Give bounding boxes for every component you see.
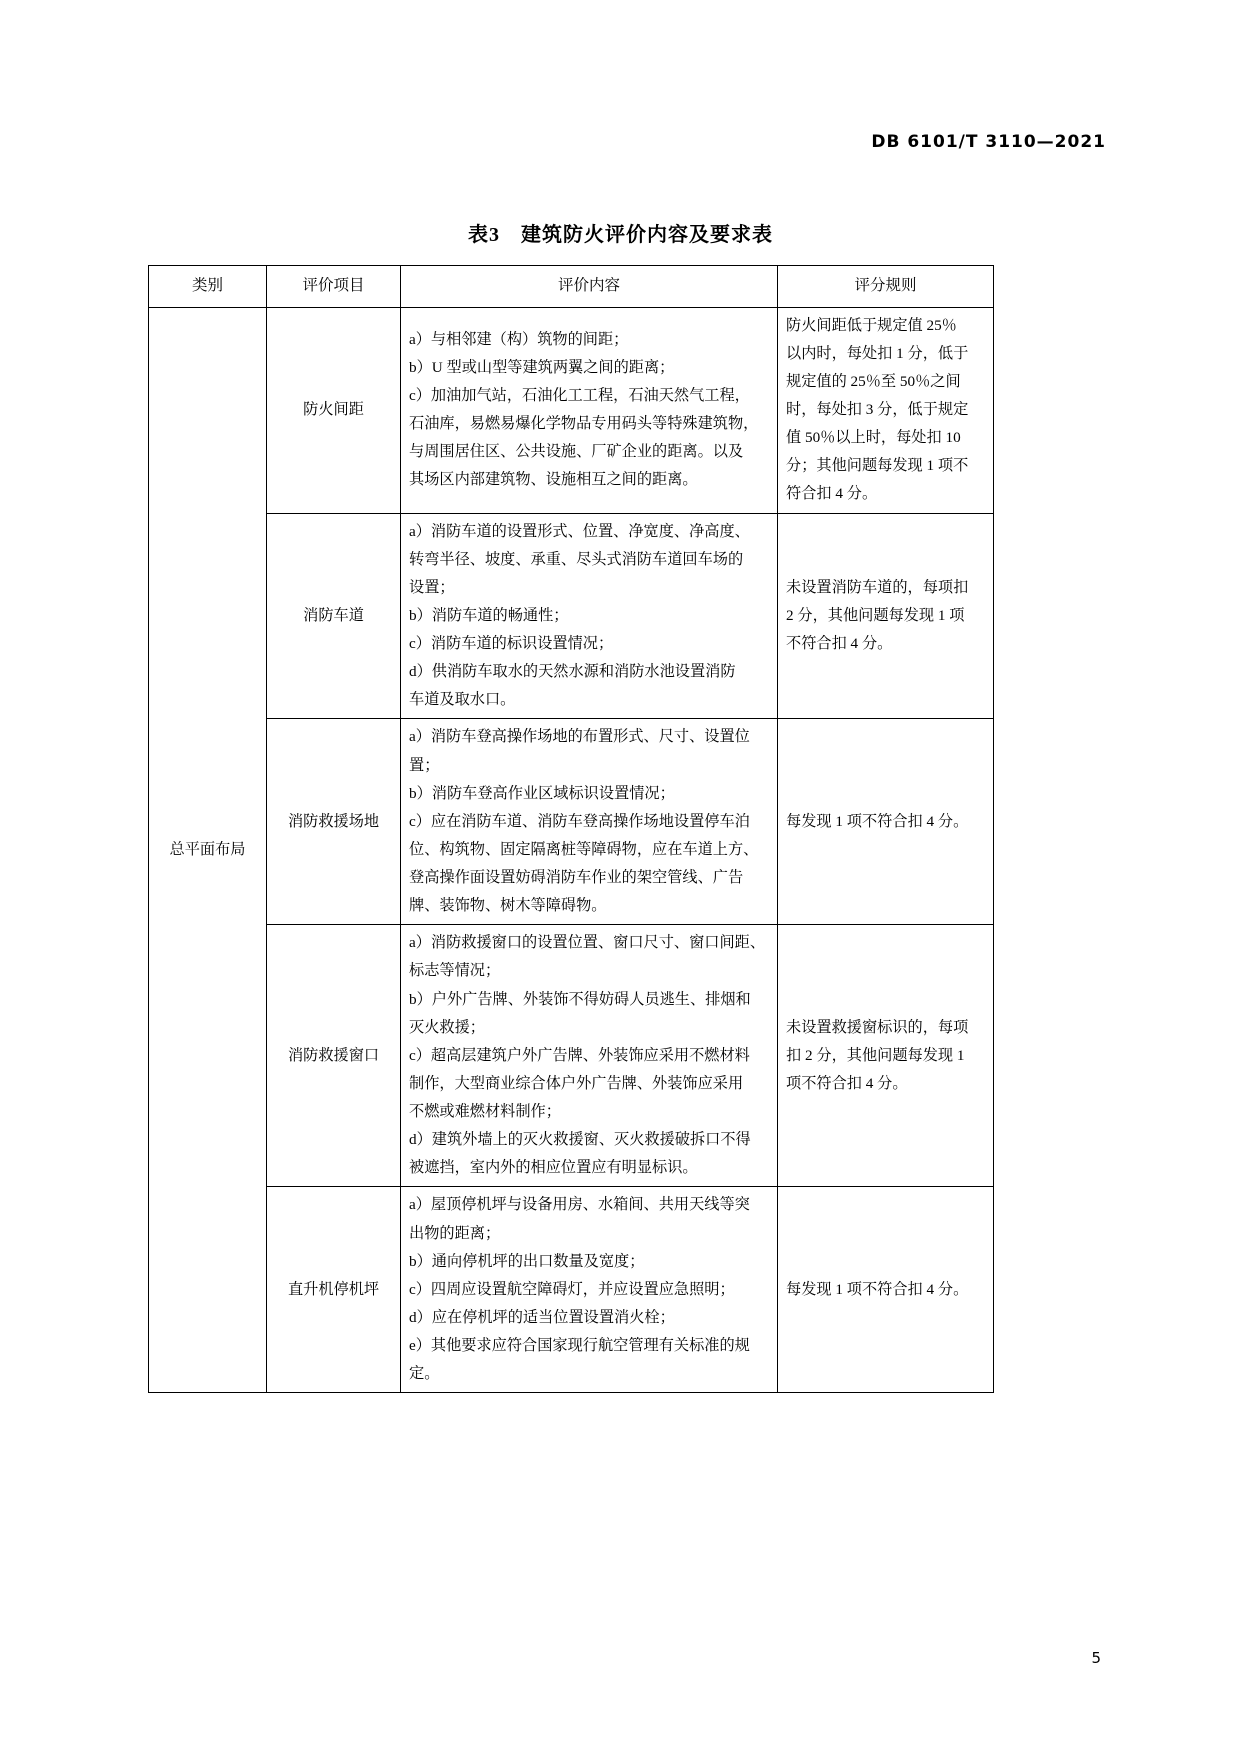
content-line: a）消防救援窗口的设置位置、窗口尺寸、窗口间距、 — [409, 934, 766, 952]
content-line: 位、构筑物、固定隔离桩等障碍物，应在车道上方、 — [409, 840, 759, 858]
column-header-category: 类别 — [149, 266, 267, 308]
content-cell — [401, 307, 778, 513]
content-line: c）加油加气站，石油化工工程，石油天然气工程， — [409, 386, 750, 404]
rule-cell — [778, 513, 994, 719]
evaluation-table — [148, 265, 994, 1393]
rule-line: 未设置救援窗标识的，每项 — [786, 1018, 969, 1036]
rule-cell — [778, 307, 994, 513]
table-row — [149, 307, 994, 513]
content-line: b）户外广告牌、外装饰不得妨碍人员逃生、排烟和 — [409, 990, 751, 1008]
content-line: 其场区内部建筑物、设施相互之间的距离。 — [409, 471, 698, 489]
rule-line: 规定值的 25％至 50％之间 — [786, 372, 961, 390]
content-line: a）屋顶停机坪与设备用房、水箱间、共用天线等突 — [409, 1196, 750, 1214]
content-line: a）消防车道的设置形式、位置、净宽度、净高度、 — [409, 522, 750, 540]
content-line: d）应在停机坪的适当位置设置消火栓； — [409, 1308, 675, 1326]
category-cell: 总平面布局 — [149, 307, 267, 1393]
table-row — [149, 513, 994, 719]
rule-line: 以内时，每处扣 1 分，低于 — [786, 344, 969, 362]
content-line: d）供消防车取水的天然水源和消防水池设置消防 — [409, 663, 736, 681]
column-header-rule: 评分规则 — [778, 266, 994, 308]
rule-line: 2 分，其他问题每发现 1 项 — [786, 606, 965, 624]
content-line: 石油库，易燃易爆化学物品专用码头等特殊建筑物， — [409, 415, 759, 433]
content-line: 定。 — [409, 1365, 440, 1383]
rule-line: 分；其他问题每发现 1 项不 — [786, 457, 969, 475]
content-line: 标志等情况； — [409, 962, 501, 980]
content-line: 不燃或难燃材料制作； — [409, 1103, 561, 1121]
content-line: b）消防车道的畅通性； — [409, 606, 569, 624]
item-cell: 防火间距 — [267, 307, 401, 513]
content-line: 出物的距离； — [409, 1224, 501, 1242]
column-header-content: 评价内容 — [401, 266, 778, 308]
content-line: 车道及取水口。 — [409, 691, 516, 709]
content-cell — [401, 925, 778, 1187]
rule-line: 不符合扣 4 分。 — [786, 635, 893, 653]
content-line: 登高操作面设置妨碍消防车作业的架空管线、广告 — [409, 869, 744, 887]
content-line: c）应在消防车道、消防车登高操作场地设置停车泊 — [409, 812, 750, 830]
rule-line: 每发现 1 项不符合扣 4 分。 — [786, 1280, 969, 1298]
rule-line: 项不符合扣 4 分。 — [786, 1074, 908, 1092]
rule-line: 值 50％以上时，每处扣 10 — [786, 429, 961, 447]
item-cell: 消防救援窗口 — [267, 925, 401, 1187]
table-row — [149, 719, 994, 925]
content-line: 被遮挡，室内外的相应位置应有明显标识。 — [409, 1159, 698, 1177]
content-line: 转弯半径、坡度、承重、尽头式消防车道回车场的 — [409, 550, 744, 568]
content-line: c）超高层建筑户外广告牌、外装饰应采用不燃材料 — [409, 1046, 750, 1064]
table-title: 表3 建筑防火评价内容及要求表 — [468, 224, 773, 246]
rule-cell — [778, 719, 994, 925]
rule-line: 符合扣 4 分。 — [786, 485, 878, 503]
item-cell: 消防救援场地 — [267, 719, 401, 925]
content-cell — [401, 513, 778, 719]
item-cell: 消防车道 — [267, 513, 401, 719]
content-line: 与周围居住区、公共设施、厂矿企业的距离。以及 — [409, 443, 744, 461]
content-line: a）消防车登高操作场地的布置形式、尺寸、设置位 — [409, 728, 750, 746]
content-line: b）U 型或山型等建筑两翼之间的距离； — [409, 358, 675, 376]
content-cell — [401, 1187, 778, 1393]
page-header: DB 6101/T 3110—2021 — [871, 132, 1106, 152]
table-header-row — [149, 266, 994, 308]
content-line: b）通向停机坪的出口数量及宽度； — [409, 1252, 645, 1270]
table-row — [149, 1187, 994, 1393]
rule-line: 扣 2 分，其他问题每发现 1 — [786, 1046, 965, 1064]
content-line: a）与相邻建（构）筑物的间距； — [409, 330, 629, 348]
rule-line: 每发现 1 项不符合扣 4 分。 — [786, 812, 969, 830]
rule-cell — [778, 1187, 994, 1393]
content-line: d）建筑外墙上的灭火救援窗、灭火救援破拆口不得 — [409, 1131, 751, 1149]
content-cell — [401, 719, 778, 925]
content-line: c）消防车道的标识设置情况； — [409, 635, 614, 653]
page-number: 5 — [1091, 1649, 1101, 1667]
content-line: b）消防车登高作业区域标识设置情况； — [409, 784, 675, 802]
content-line: 设置； — [409, 578, 455, 596]
content-line: e）其他要求应符合国家现行航空管理有关标准的规 — [409, 1337, 750, 1355]
content-line: 置； — [409, 756, 440, 774]
content-line: c）四周应设置航空障碍灯，并应设置应急照明； — [409, 1280, 735, 1298]
rule-line: 未设置消防车道的，每项扣 — [786, 578, 969, 596]
content-line: 牌、装饰物、树木等障碍物。 — [409, 897, 607, 915]
rule-line: 防火间距低于规定值 25％ — [786, 316, 957, 334]
rule-cell — [778, 925, 994, 1187]
rule-line: 时，每处扣 3 分，低于规定 — [786, 401, 969, 419]
content-line: 灭火救援； — [409, 1018, 485, 1036]
table-row — [149, 925, 994, 1187]
content-line: 制作，大型商业综合体户外广告牌、外装饰应采用 — [409, 1074, 744, 1092]
item-cell: 直升机停机坪 — [267, 1187, 401, 1393]
column-header-item: 评价项目 — [267, 266, 401, 308]
